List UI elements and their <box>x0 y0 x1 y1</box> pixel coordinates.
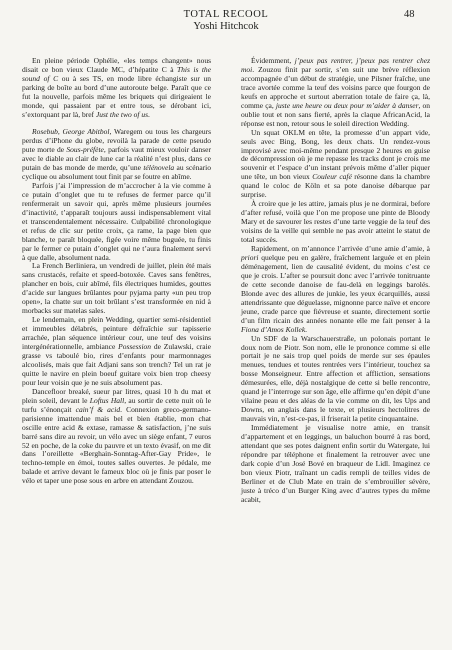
paragraph: Évidemment, j’peux pas rentrer, j’peux pas rentrer chez moi. Zouzou finit par sortir, s’en suit une brève réflexion accompagnée d’un début de stratégie, une Pilsner fraîche, une trace avortée comme la teuf des voisins parce que fourgon de keufs en approche et surtout aberration totale de faire ça, là, comme ça, juste une heure ou deux pour m’aider à danser, on oublie tout et non sans fierté, après la claque AfricanAcid, la réponse est non, retour sous le soleil direction Wedding. <box>241 56 431 128</box>
author-name: Yoshi Hitchcok <box>193 21 259 32</box>
paragraph: Le lendemain, en plein Wedding, quartier semi-résidentiel et immeubles délabrés, peinture défraîchie sur tapisserie arrachée, plan séquence intérieur cour, une teuf des voisins intergénérationnelle, ambiance Possession de Zulawski, craie grasse vs taboulé bio, rires d’enfants pour marmonnages alcoolisés, mais que fait Adjani sans son trench? Tel un rat je quitte le navire en plein boeuf guitare voix bien trop cheesy pour leur voisin que je ne suis absolument pas. <box>22 315 211 387</box>
text-column-left <box>22 57 211 486</box>
paragraph: Rapidement, on m’annonce l’arrivée d’une amie d’amie, à priori quelque peu en galère, fraîchement larguée et en plein déménagement, lien de causalité évident, du moins c’est ce que je crois. L’after se poursuit donc avec l’arrivée tonitruante de cette seconde danoise de fau-delà en leggings barolés. Blonde avec des allures de junkie, les yeux écarquillés, aussi attendrissante que déguelasse, mignonne parce naïve et encore jeune, crade parce que fiévreuse et suante, directement sortie d’un film ricain des années nonante elle me fait penser à la Fiona d’Amos Kollek. <box>241 244 430 334</box>
text-column-right <box>241 57 430 505</box>
paragraph: Immédiatement je visualise notre amie, en transit d’appartement et en leggings, un baluchon bourré à ras bord, attendant que ses potes daignent enfin sortir du Watergate, lui répondre par téléphone et finalement la retrouver avec une dark copie d’un José Bové en braqueur de Lidl. Imaginez ce bon vieux Piotr, traînant un cadis rempli de teilles vides de Berliner et de Club Mate en train de s’embrouiller sévère, juste à tréco d’un Burger King avec d’autres types du même acabit, <box>241 423 430 504</box>
paragraph: Un squat OKLM en tête, la promesse d’un appart vide, seuls avec Bing, Bong, les deux chats. Un rendez-vous improvisé avec moi-même pendant presque 2 heures en guise de décompression où je me repasse les tracks dont je crois me souvenir et l’espace d’un instant prévois même d’aller piquer une tête, un bon vieux Couleur café résonne dans la chambre quand le coloc de Köln et sa pote danoise débarque par surprise. <box>241 127 430 200</box>
paragraph: Dancefloor breaké, sueur par litres, quasi 10 h du mat et plein soleil, devant le Loftus Hall, au sortir de cette nuit où le turfu s’énonçait cain’f & acid. Connexion greco-germano-parisienne imattendue mais bel et bien établie, mon chat oscille entre acid & extase, ramasse & satisfaction, j’ne suis barré sans dire au revoir, un vélo avec un siège enfant, 7 euros 52 en poche, de la coke du pauvre et un texto évasif, on me dit dans l’oreillette «Berghain-Sonntag-After-Gay Pride», le techno-temple en émoi, toutes salles ouvertes. Je pédale, me balade et arrive devant le fameux bloc où je finis par poser le vélo et taper une pose sous en arbre en attendant Zouzou. <box>22 386 211 486</box>
paragraph: Rosebub, George Abitbol, Waregem ou tous les chargeurs perdus d’iPhone du globe, revoilà la parade de cette pseudo pute morte de Sous-préfète, parfois vaut mieux vouloir danser avec le diable au clair de lune car la réalité n’est plus, dans ce putain de bas monde de merde, qu’une télénovela au scénario cyclique ou absolument tout finit par se foutre en abîme. <box>22 127 211 181</box>
book-title: TOTAL RECOOL <box>183 9 269 20</box>
running-header <box>0 9 452 43</box>
paragraph: À croire que je les attire, jamais plus je ne dormirai, before d’after refusé, voilà que l’on me propose une pinte de Bloody Mary et de savourer les restes d’une tarte veggie de la teuf des voisins de la veille qui semble ne pas avoir atteint le statut de total succès. <box>241 199 430 245</box>
paragraph: La French Berliniera, un vendredi de juillet, plein été mais sans crustacés, refaite et speed-botoxée. Caves sans fenêtres, plancher en bois, cuir abîmé, fils électriques humides, gouttes d’acide sur langues brûlantes pour pyjama party «un peu trop open», la chatte sur un toit brûlant s’est transformée en nid à morbacks sur matelas sales. <box>22 261 211 316</box>
paragraph: Un SDF de la Warschauerstraße, un polonais portant le doux nom de Piotr. Son nom, elle le prononce comme si elle portait je ne sais trop quel poids de merde sur ses épaules menues, tendues et toutes rentrées vers l’intérieur, touchez sa bosse Monseigneur. Entre affection et affliction, sensations démesurées, elle, déjà nostalgique de cette si belle rencontre, quand je l’interroge sur son âge, elle affirme qu’en dépit d’une vilaine peau et des aléas de la vie comme on dit, les Ups and Downs, en anglais dans le texte, et plusieurs hectolitres de mauvais vin, n’est-ce-pas, il friserait la petite cinquantaine. <box>241 333 430 424</box>
page-number: 48 <box>404 9 415 20</box>
paragraph: En pleine période Ophélie, «les temps changent» nous disait ce bon vieux Claude MC, d’hépatite C à This is the sound of C ou à ses TS, en mode libre échangiste sur un parking de boîte au bord d’une autoroute belge. Paraît que ce fut la nouvelle, parfois même les briquets qui dirigeaient le monde, qui passaient par et entre tous, se dérobant ici, s’extorquant par là, bref Just the two of us. <box>22 56 211 119</box>
paragraph: Parfois j’ai l’impression de m’accrocher à la vie comme à ce putain d’onglet que tu te refuses de fermer parce qu’il renfermerait un savoir qui, après même plusieurs journées d’inactivité, t’apparaît toujours aussi indispensablement vital et transcendentalement nécessaire. Culpabilité chronologique et refus de clic sur petite croix, ça rame, la page bien que blanche, te paraît bloquée, figée voire même buguée, tu finis par le fermer ce putain d’onglet qui ne t’aura finalement servi à que dalle, absolument nada. <box>22 180 211 262</box>
